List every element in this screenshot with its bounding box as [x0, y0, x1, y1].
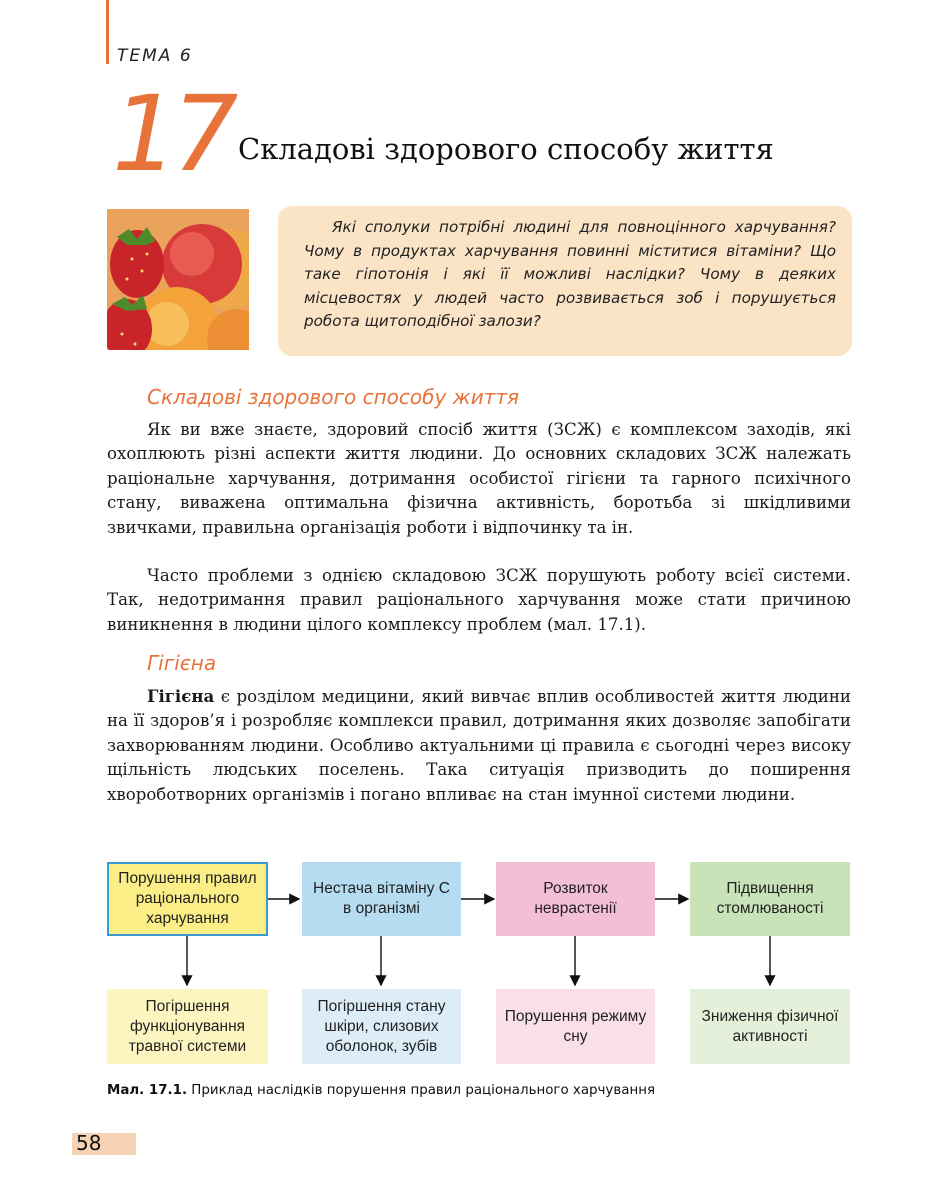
diagram-box-skin-condition: Погіршення стану шкіри, слизових оболонок, зубів	[302, 989, 461, 1064]
diagram-box-fatigue: Підвищення стомлюваності	[690, 862, 850, 936]
lesson-number: 17	[112, 73, 233, 195]
diagram-box-digestive-impairment: Погіршення функціонування травної системи	[107, 989, 268, 1064]
intro-questions-text: Які сполуки потрібні людині для повноцінного харчування? Чому в продуктах харчування повинні міститися вітаміни? Що таке гіпотонія і які її можливі наслідки? Чому в деяких місцевостях у людей часто розвивається зоб і порушується робота щитоподібної залози?	[304, 218, 836, 330]
diagram-box-neurasthenia: Розвиток неврастенії	[496, 862, 655, 936]
figure-caption	[107, 1083, 655, 1098]
diagram-box-reduced-activity: Зниження фізичної активності	[690, 989, 850, 1064]
paragraph-hygiene-text: є розділом медицини, який вивчає вплив особливостей життя людини на її здоров’я і розробляє комплекси правил, дотримання яких дозволяє запобігати захворюванням людини. Особливо актуальними ці правила є сьогодні через високу щільність людських поселень. Така ситуація призводить до поширення хвороботворних організмів і погано впливає на стан імунної системи людини.	[107, 687, 851, 804]
term-hygiene: Гігієна	[147, 686, 215, 706]
lesson-title: Складові здорового способу життя	[238, 132, 774, 166]
figure-caption-label: Мал. 17.1.	[107, 1083, 188, 1098]
paragraph-healthy-lifestyle-2: Часто проблеми з однією складовою ЗСЖ порушують роботу всієї системи. Так, недотримання правил раціонального харчування може стати причиною виникнення в людини цілого комплексу проблем (мал. 17.1).	[107, 566, 851, 634]
diagram-box-vitamin-c-deficiency: Нестача вітаміну С в організмі	[302, 862, 461, 936]
section-heading-hygiene: Гігієна	[147, 651, 217, 675]
figure-caption-text: Приклад наслідків порушення правил раціонального харчування	[187, 1083, 656, 1098]
paragraph-healthy-lifestyle-1: Як ви вже знаєте, здоровий спосіб життя (ЗСЖ) є комплексом заходів, які охоплюють різні аспекти життя людини. До основних складових ЗСЖ належать раціональне харчування, дотримання особистої гігієни та гарного психічного стану, виважена оптимальна фізична активність, боротьба зі шкідливими звичками, правильна організація роботи і відпочинку та ін.	[107, 420, 851, 537]
diagram-box-sleep-disruption: Порушення режиму сну	[496, 989, 655, 1064]
page-number: 58	[76, 1131, 102, 1155]
section-heading-healthy-lifestyle: Складові здорового способу життя	[147, 385, 520, 409]
diagram-box-poor-nutrition: Порушення правил раціонального харчування	[107, 862, 268, 936]
topic-label: ТЕМА 6	[117, 46, 193, 66]
